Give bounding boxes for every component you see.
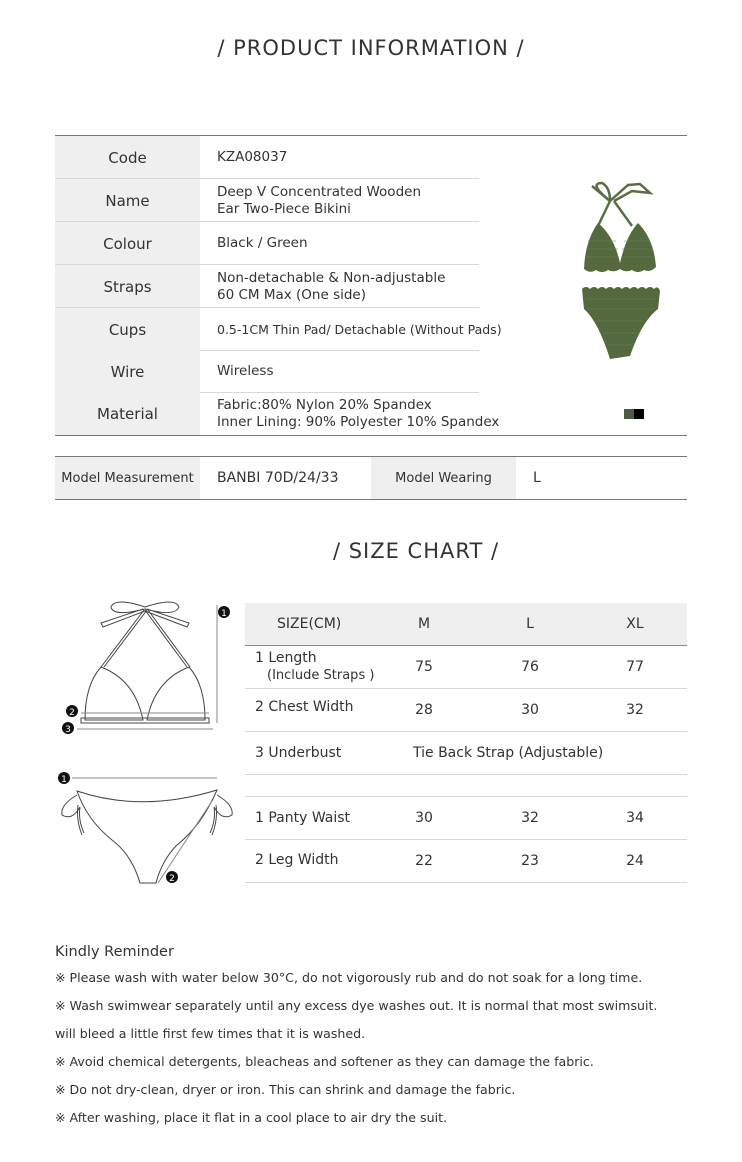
reminder-title: Kindly Reminder	[55, 944, 174, 960]
size-chart-title: / SIZE CHART /	[332, 539, 500, 563]
row-label: 2 Chest Width	[255, 699, 354, 715]
info-value-line: 0.5-1CM Thin Pad/ Detachable (Without Pads)	[217, 322, 502, 337]
bottom-body	[77, 790, 217, 883]
table-row-underbust	[245, 732, 687, 775]
info-value-line: KZA08037	[217, 149, 288, 165]
bottom-tie-right	[210, 795, 232, 835]
info-value-line: Wireless	[217, 363, 274, 379]
model-measurement-table	[55, 456, 687, 500]
info-label: Code	[55, 136, 200, 179]
info-row-name	[55, 179, 479, 222]
info-value	[217, 392, 499, 435]
info-label: Straps	[55, 265, 200, 308]
header-l: L	[526, 616, 534, 632]
value-l: 76	[521, 659, 539, 675]
size-table-header	[245, 603, 687, 646]
info-row-straps	[55, 265, 479, 308]
model-wearing-label: Model Wearing	[371, 457, 516, 499]
marker-3-label: 3	[65, 725, 71, 735]
row-label	[255, 646, 374, 688]
underbust-value: Tie Back Strap (Adjustable)	[413, 745, 604, 761]
header-size-cm: SIZE(CM)	[277, 616, 342, 632]
halter-bow-left	[597, 183, 610, 201]
reminder-line: ※ Please wash with water below 30°C, do not vigorously rub and do not soak for a long time.	[55, 970, 643, 985]
info-row-code	[55, 136, 479, 179]
info-value-line: Fabric:80% Nylon 20% Spandex	[217, 396, 432, 413]
leg-measure-line	[158, 801, 212, 883]
bikini-top-diagram	[55, 595, 235, 740]
top-right-cup	[147, 667, 205, 720]
info-label: Material	[55, 392, 200, 435]
top-bow	[101, 602, 189, 627]
value-xl: 34	[626, 810, 644, 826]
kindly-reminder	[55, 944, 715, 1132]
value-l: 23	[521, 853, 539, 869]
row-label-line: 1 Length	[255, 650, 317, 666]
product-information-title: / PRODUCT INFORMATION /	[217, 36, 525, 60]
reminder-line: ※ Wash swimwear separately until any excess dye washes out. It is normal that most swimsuit.	[55, 998, 658, 1013]
info-value	[217, 179, 421, 222]
info-row-cups	[55, 308, 502, 351]
info-label: Colour	[55, 222, 200, 265]
info-value	[217, 136, 287, 179]
table-row-chest	[245, 689, 687, 732]
value-xl: 24	[626, 853, 644, 869]
model-wearing-value: L	[533, 470, 541, 486]
table-row-panty-waist	[245, 797, 687, 840]
marker-1-label: 1	[61, 775, 67, 785]
bikini-bottom-diagram	[52, 765, 237, 890]
info-value-line: Black / Green	[217, 235, 308, 251]
reminder-line: ※ Do not dry-clean, dryer or iron. This can shrink and damage the fabric.	[55, 1082, 516, 1097]
info-value	[217, 222, 308, 265]
reminder-line: ※ Avoid chemical detergents, bleacheas and softener as they can damage the fabric.	[55, 1054, 594, 1069]
colour-swatch-green[interactable]	[624, 409, 634, 419]
marker-2-label: 2	[69, 708, 75, 718]
marker-2-label: 2	[169, 874, 175, 884]
row-label: 1 Panty Waist	[255, 810, 351, 826]
info-label: Wire	[55, 350, 200, 393]
halter-tie	[592, 184, 650, 226]
colour-swatch-black[interactable]	[634, 409, 644, 419]
value-m: 75	[415, 659, 433, 675]
value-xl: 77	[626, 659, 644, 675]
value-m: 30	[415, 810, 433, 826]
table-row-leg-width	[245, 840, 687, 883]
product-info-table	[55, 135, 687, 436]
reminder-line: ※ After washing, place it flat in a cool place to air dry the suit.	[55, 1110, 448, 1125]
row-label: 3 Underbust	[255, 745, 342, 761]
info-value-line: Deep V Concentrated Wooden	[217, 183, 422, 200]
value-xl: 32	[626, 702, 644, 718]
info-value-line: 60 CM Max (One side)	[217, 286, 367, 303]
header-m: M	[417, 616, 431, 632]
bikini-top	[584, 223, 656, 272]
header-xl: XL	[626, 616, 644, 632]
marker-1-label: 1	[221, 609, 227, 619]
info-label: Name	[55, 179, 200, 222]
bikini-bottom	[582, 287, 660, 359]
info-value-line: Inner Lining: 90% Polyester 10% Spandex	[217, 413, 500, 430]
table-spacer-row	[245, 775, 687, 797]
top-left-cup	[85, 667, 143, 720]
info-row-colour	[55, 222, 479, 265]
info-value	[217, 350, 274, 393]
info-value-line: Non-detachable & Non-adjustable	[217, 269, 446, 286]
info-value	[217, 265, 445, 308]
value-l: 32	[521, 810, 539, 826]
table-row-length	[245, 646, 687, 689]
info-value	[217, 308, 502, 351]
info-value-line: Ear Two-Piece Bikini	[217, 200, 351, 217]
info-row-wire	[55, 350, 479, 393]
model-measurement-value: BANBI 70D/24/33	[217, 470, 339, 486]
row-label: 2 Leg Width	[255, 852, 339, 868]
model-measurement-label: Model Measurement	[55, 457, 200, 499]
value-m: 28	[415, 702, 433, 718]
info-label: Cups	[55, 308, 200, 351]
info-row-material	[55, 392, 500, 435]
reminder-line: will bleed a little first few times that it is washed.	[55, 1026, 366, 1041]
top-strap-right	[145, 610, 190, 667]
bikini-product-image	[580, 181, 660, 361]
row-label-line: (Include Straps )	[267, 668, 375, 683]
value-l: 30	[521, 702, 539, 718]
value-m: 22	[415, 853, 433, 869]
